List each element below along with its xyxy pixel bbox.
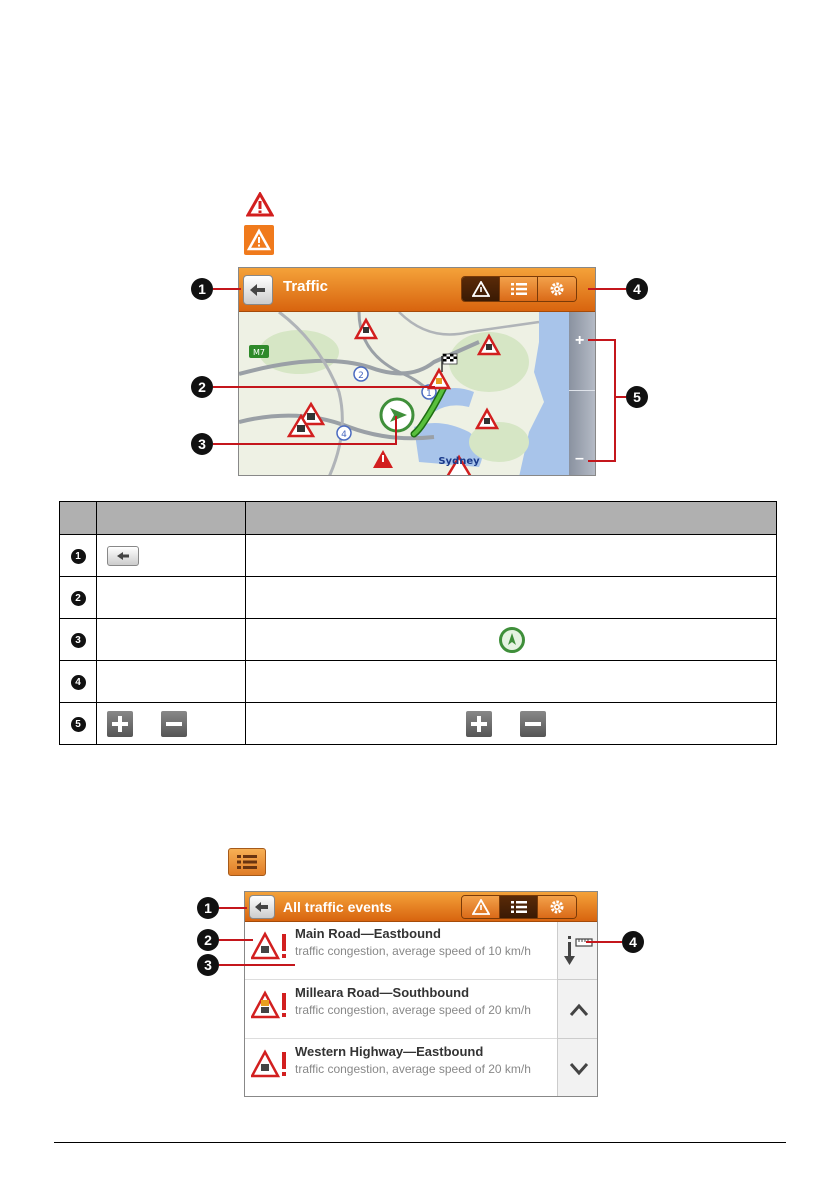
callout-line (586, 941, 622, 943)
row-number: 1 (71, 549, 86, 564)
scroll-up-button[interactable] (558, 981, 598, 1039)
callout-line (614, 339, 616, 462)
view-tabs (461, 276, 577, 302)
row-number: 2 (71, 591, 86, 606)
tab-settings[interactable] (538, 277, 576, 301)
title-bar (239, 268, 595, 312)
zoom-controls (569, 312, 596, 476)
chevron-down-icon (569, 1062, 589, 1076)
gear-icon (549, 281, 565, 297)
row-number: 4 (71, 675, 86, 690)
event-name: Main Road—Eastbound (295, 926, 441, 941)
callout-line (588, 288, 626, 290)
callout-2: 2 (191, 376, 213, 398)
callout-line (219, 907, 247, 909)
callout-line (219, 939, 253, 941)
title-bar (245, 892, 597, 922)
zoom-out-button[interactable]: – (575, 450, 584, 467)
warning-icon (472, 281, 490, 297)
back-button-icon (107, 546, 139, 566)
callout-2: 2 (197, 929, 219, 951)
callout-line (395, 416, 397, 445)
callout-line (588, 339, 616, 341)
scroll-down-button[interactable] (558, 1040, 598, 1097)
list-view-icon (228, 848, 266, 876)
chevron-up-icon (569, 1003, 589, 1017)
back-arrow-icon (250, 896, 274, 918)
roadwork-warning-icon (251, 989, 291, 1025)
table-row (60, 661, 777, 703)
route-2-label: 2 (358, 371, 364, 381)
callout-4: 4 (626, 278, 648, 300)
gear-icon (549, 899, 565, 915)
m7-label: M7 (253, 348, 265, 357)
compass-icon (499, 627, 525, 653)
callout-line (213, 386, 435, 388)
tab-map-view[interactable] (462, 896, 500, 918)
traffic-events-screen (244, 891, 598, 1097)
tab-list-view[interactable] (500, 896, 538, 918)
screen-title: Traffic (283, 278, 329, 295)
tab-settings[interactable] (538, 896, 576, 918)
back-arrow-icon (244, 276, 272, 304)
table-header-row (60, 502, 777, 535)
route-1-label: 1 (426, 389, 432, 399)
zoom-in-button[interactable]: + (575, 332, 585, 349)
back-button[interactable] (243, 275, 273, 305)
footer-divider (54, 1142, 786, 1143)
traffic-warning-orange-icon (244, 225, 274, 255)
callout-4: 4 (622, 931, 644, 953)
list-item[interactable] (245, 1040, 557, 1097)
zoom-out-icon (161, 711, 187, 737)
table-row (60, 577, 777, 619)
list-item[interactable] (245, 922, 557, 980)
table-row (60, 703, 777, 745)
callout-line (219, 964, 295, 966)
event-name: Milleara Road—Southbound (295, 985, 470, 1000)
view-tabs (461, 895, 577, 919)
event-name: Western Highway—Eastbound (295, 1044, 484, 1059)
list-item[interactable] (245, 981, 557, 1039)
callout-line (213, 443, 397, 445)
callout-3: 3 (191, 433, 213, 455)
controls-table (59, 501, 777, 745)
warning-icon (472, 899, 490, 915)
route-4-label: 4 (341, 430, 347, 440)
callout-3: 3 (197, 954, 219, 976)
list-icon (510, 900, 528, 914)
row-number: 3 (71, 633, 86, 648)
back-button[interactable] (249, 895, 275, 919)
zoom-in-icon (466, 711, 492, 737)
list-side-controls (557, 922, 598, 1097)
city-label: Sydney (438, 456, 480, 467)
screen-title: All traffic events (283, 899, 392, 915)
callout-line (213, 288, 241, 290)
event-description: traffic congestion, average speed of 20 km/h (295, 1003, 531, 1017)
callout-line (588, 460, 616, 462)
congestion-warning-icon (251, 930, 291, 966)
sort-button[interactable] (558, 922, 598, 980)
row-number: 5 (71, 717, 86, 732)
table-row (60, 619, 777, 661)
list-icon (510, 282, 528, 296)
sort-distance-icon (564, 934, 594, 968)
zoom-out-icon (520, 711, 546, 737)
tab-map-view[interactable] (462, 277, 500, 301)
tab-list-view[interactable] (500, 277, 538, 301)
zoom-in-icon (107, 711, 133, 737)
table-row (60, 535, 777, 577)
event-description: traffic congestion, average speed of 10 km/h (295, 944, 531, 958)
traffic-map[interactable] (239, 312, 569, 476)
congestion-warning-icon (251, 1048, 291, 1084)
event-description: traffic congestion, average speed of 20 km/h (295, 1062, 531, 1076)
callout-1: 1 (197, 897, 219, 919)
callout-5: 5 (626, 386, 648, 408)
current-position-icon[interactable] (381, 399, 413, 431)
traffic-warning-icon (246, 192, 274, 218)
callout-1: 1 (191, 278, 213, 300)
callout-line (614, 396, 626, 398)
